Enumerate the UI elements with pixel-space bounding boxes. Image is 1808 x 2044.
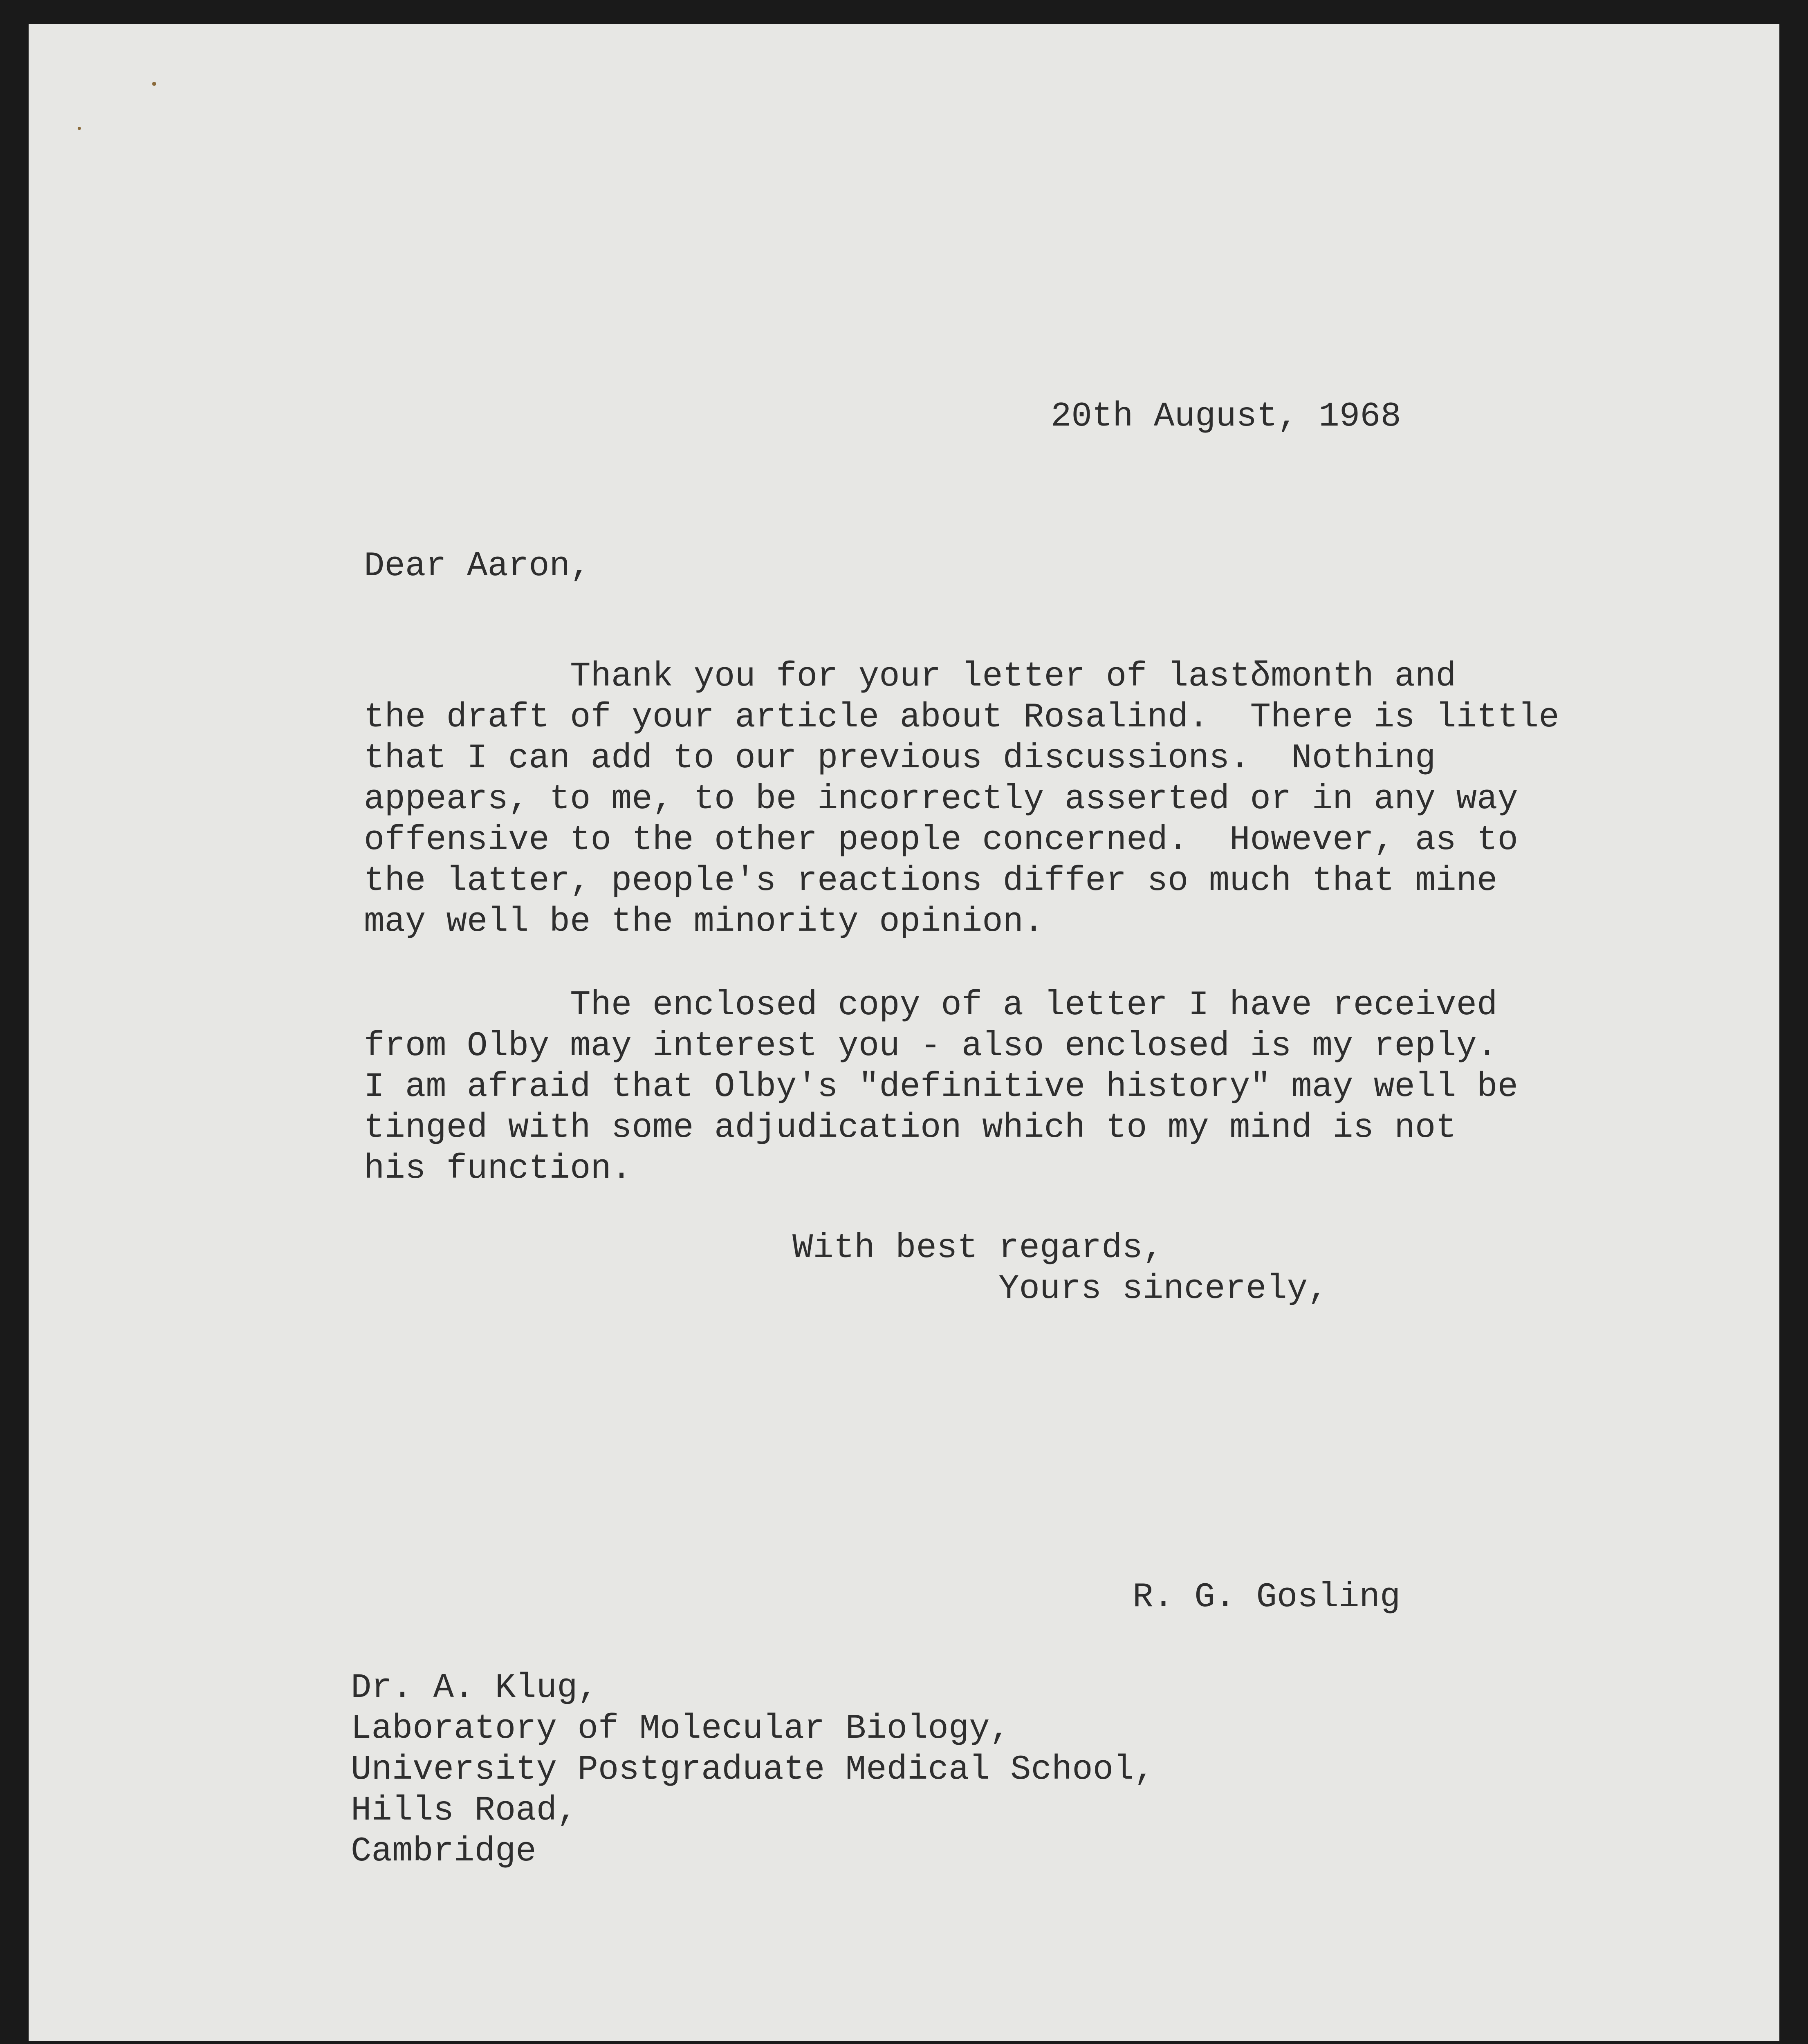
paragraph-line: Thank you for your letter of lastδmonth and — [364, 657, 1456, 696]
paragraph-line: that I can add to our previous discussions. Nothing — [364, 739, 1436, 778]
paragraph-line: the latter, people's reactions differ so much that mine — [364, 862, 1498, 901]
signature-name: R. G. Gosling — [1133, 1578, 1401, 1617]
address-line: Laboratory of Molecular Biology, — [351, 1710, 1011, 1748]
address-line: Dr. A. Klug, — [351, 1669, 598, 1708]
paragraph-line: offensive to the other people concerned. However, as to — [364, 821, 1518, 860]
paragraph-line: may well be the minority opinion. — [364, 903, 1044, 941]
letter-date: 20th August, 1968 — [1051, 397, 1401, 436]
address-line: Hills Road, — [351, 1791, 578, 1830]
paragraph-line: his function. — [364, 1150, 632, 1188]
address-line: University Postgraduate Medical School, — [351, 1750, 1155, 1789]
paragraph-line: appears, to me, to be incorrectly asserted or in any way — [364, 780, 1518, 819]
paragraph-line: the draft of your article about Rosalind. There is little — [364, 698, 1559, 737]
letter-page — [29, 24, 1779, 2041]
paragraph-line: The enclosed copy of a letter I have received — [364, 986, 1498, 1025]
closing-line: With best regards, — [792, 1229, 1164, 1268]
salutation: Dear Aaron, — [364, 547, 591, 586]
paragraph-line: tinged with some adjudication which to my mind is not — [364, 1109, 1456, 1148]
paragraph-line: I am afraid that Olby's "definitive history" may well be — [364, 1068, 1518, 1107]
paragraph-line: from Olby may interest you - also enclosed is my reply. — [364, 1027, 1498, 1066]
address-line: Cambridge — [351, 1832, 536, 1871]
letter-body — [29, 24, 1779, 2041]
closing-line: Yours sincerely, — [792, 1270, 1328, 1309]
